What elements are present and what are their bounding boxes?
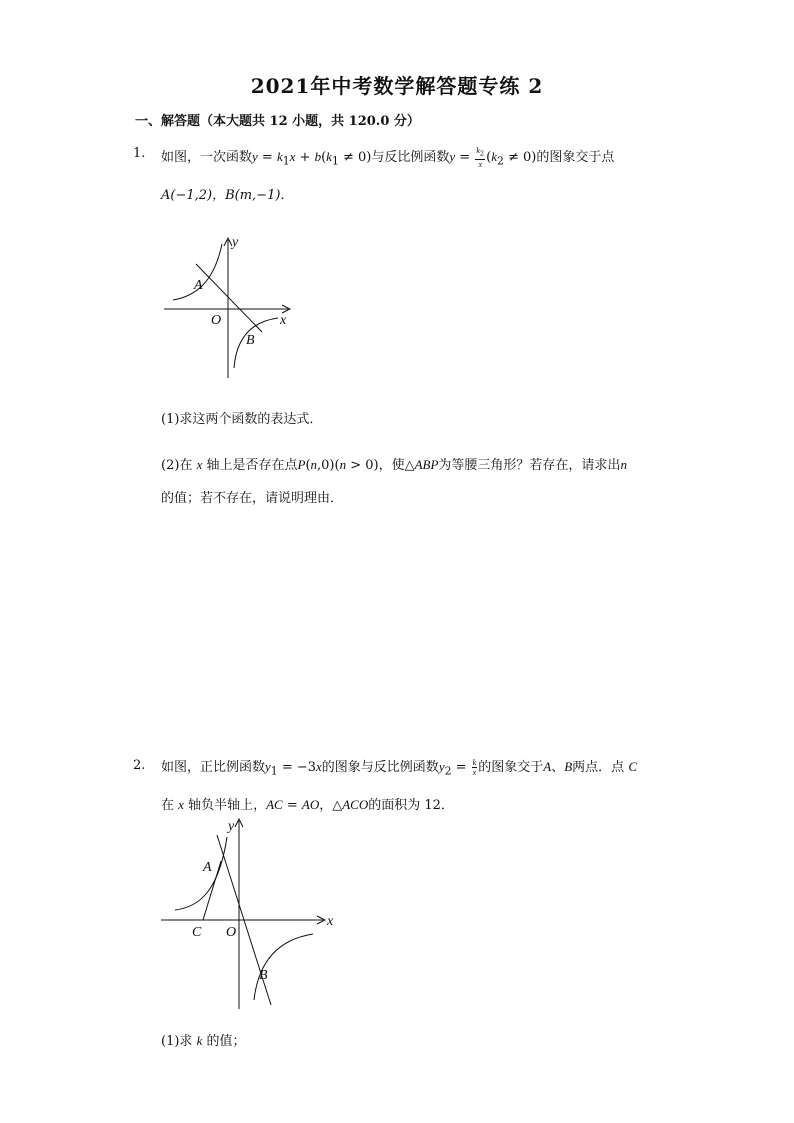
q1-text-a: 如图，一次函数 [161, 150, 253, 165]
question-1-sub-2: (2)在 x 轴上是否存在点P(n,0)(n > 0)，使△ABP为等腰三角形？若存在，请求出n [161, 457, 627, 473]
q1-text-c: 的图象交于点 [536, 150, 615, 165]
fig1-label-x: x [280, 313, 287, 328]
q2-sub1-b: 的值； [206, 1034, 246, 1049]
fig1-line [196, 264, 262, 332]
q2-sub1-a: (1)求 [161, 1034, 193, 1049]
q2-text-b: 的图象与反比例函数 [321, 760, 439, 775]
question-2-line-1: 如图，正比例函数$y_1 = -3x$的图象与反比例函数$y_2$ = $\frac{k}{x}$ 的图象交于A、B两点．点 C [161, 758, 637, 778]
fig1-label-o: O [211, 313, 222, 328]
question-2-number: 2. [133, 758, 146, 773]
q1-text-b: 与反比例函数 [371, 150, 450, 165]
question-1-sub-1: (1)求这两个函数的表达式． [161, 412, 323, 427]
q1-fraction: $\frac{k_2}{x}$ [476, 146, 485, 169]
fig1-label-b: B [246, 333, 255, 348]
question-2-line-2: 在 x 轴负半轴上，AC = AO，△ACO的面积为 12． [161, 797, 454, 813]
fig2-label-c: C [192, 925, 202, 940]
q2-line2-b: 轴负半轴上， [188, 798, 267, 813]
fig2-label-y: y [228, 819, 235, 834]
q1-sub2-d: 为等腰三角形？若存在，请求出 [438, 458, 621, 473]
fig2-label-x: x [327, 914, 334, 929]
fig1-label-y: y [232, 235, 239, 250]
q1-sub2-c: ，使 [378, 458, 405, 473]
fig1-hyperbola-right [234, 318, 278, 368]
q1-sub2-a: (2)在 [161, 458, 193, 473]
question-2-sub-1: (1)求 k 的值； [161, 1033, 246, 1049]
fig2-label-a: A [203, 860, 212, 875]
fig2-label-b: B [259, 968, 268, 983]
q2-line2-a: 在 [161, 798, 175, 813]
q2-line2-c: 的面积为 12． [368, 798, 454, 813]
q2-text-a: 如图，正比例函数 [161, 760, 266, 775]
q2-text-c: 的图象交于 [478, 760, 544, 775]
question-1-figure [158, 232, 298, 382]
q1-sub2-b: 轴上是否存在点 [206, 458, 298, 473]
question-2-figure [155, 815, 345, 1013]
q2-fraction: $\frac{k}{x}$ [472, 758, 477, 777]
q1-linear-formula: y [252, 149, 258, 164]
fig1-label-a: A [194, 278, 203, 293]
question-1-sub-2-line-2: 的值；若不存在，请说明理由． [161, 491, 344, 506]
page-title: 2021年中考数学解答题专练 2 [250, 74, 544, 98]
fig2-hyperbola-right [254, 934, 313, 1000]
question-1-line-2: A(−1,2)，B(m,−1)． [161, 188, 294, 203]
fig2-hyperbola-left [175, 837, 227, 910]
question-1-line-1: 如图，一次函数$y = k_1x + b(k_1 \ne 0)$与反比例函数y = $\frac{k_2}{x}$ $(k_2 \ne 0)$的图象交于点 [161, 146, 615, 169]
q2-text-d: 两点．点 [572, 760, 625, 775]
section-heading: 一、解答题（本大题共 12 小题，共 120.0 分） [135, 114, 420, 129]
question-1-number: 1. [133, 146, 146, 161]
fig2-label-o: O [226, 925, 237, 940]
